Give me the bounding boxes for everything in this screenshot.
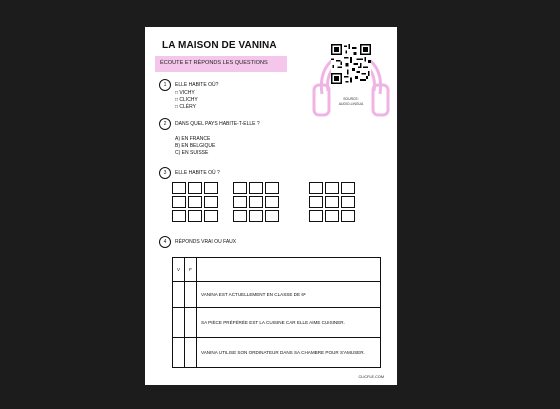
table-row: [173, 338, 381, 368]
source-label: [331, 97, 371, 106]
banner-text: ÉCOUTE ET RÉPONDS LES QUESTIONS: [160, 60, 268, 66]
header-f: F: [185, 258, 197, 282]
room-picture: [204, 210, 218, 222]
room-picture: [309, 182, 323, 194]
footer-source: CLICFLE.COM: [358, 375, 384, 379]
q2-options: [175, 136, 215, 158]
question-number: 4: [159, 236, 171, 248]
room-picture: [188, 196, 202, 208]
table-row: [173, 308, 381, 338]
answer-cell-f[interactable]: [185, 308, 197, 338]
room-picture: [265, 182, 279, 194]
header-v: V: [173, 258, 185, 282]
q2-option[interactable]: A) EN FRANCE: [175, 136, 211, 142]
question-number: 2: [159, 118, 171, 130]
room-picture: [265, 196, 279, 208]
qr-code: [331, 44, 371, 84]
q1-option-checkbox[interactable]: □ CLICHY: [175, 97, 198, 104]
house-picture-a[interactable]: [172, 182, 220, 222]
room-picture: [188, 210, 202, 222]
statement-text: SA PIÈCE PRÉFÉRÉE EST LA CUISINE CAR ELLE AIME CUISINER.: [197, 308, 381, 338]
statement-text: VANINA UTILISE SON ORDINATEUR DANS SA CHAMBRE POUR S'AMUSER.: [197, 338, 381, 368]
room-picture: [172, 210, 186, 222]
room-picture: [325, 182, 339, 194]
header-statement: [197, 258, 381, 282]
room-picture: [249, 182, 263, 194]
q2-option[interactable]: B) EN BELGIQUE: [175, 143, 216, 150]
room-picture: [341, 182, 355, 194]
table-header-row: [173, 258, 381, 282]
question-number: 1: [159, 79, 171, 91]
page-title: LA MAISON DE VANINA: [162, 40, 277, 51]
room-picture: [233, 182, 247, 194]
room-picture: [341, 196, 355, 208]
room-picture: [325, 196, 339, 208]
question-4-text: RÉPONDS VRAI OU FAUX: [175, 239, 237, 245]
question-2-text: DANS QUEL PAYS HABITE-T-ELLE ?: [175, 121, 260, 127]
room-picture: [309, 196, 323, 208]
worksheet: [145, 27, 397, 385]
question-1-text: ELLE HABITE OÙ?: [175, 82, 219, 88]
answer-cell-v[interactable]: [173, 282, 185, 308]
room-picture: [265, 210, 279, 222]
room-picture: [172, 182, 186, 194]
room-picture: [249, 210, 263, 222]
room-picture: [325, 210, 339, 222]
q1-options: [175, 90, 198, 112]
room-picture: [249, 196, 263, 208]
q1-option-checkbox[interactable]: □ VICHY: [175, 90, 195, 96]
q2-option[interactable]: C) EN SUISSE: [175, 150, 209, 157]
room-picture: [204, 196, 218, 208]
source-line1: SOURCE:: [343, 97, 359, 101]
statement-text: VANINA EST ACTUELLEMENT EN CLASSE DE 6ᵉ: [197, 282, 381, 308]
source-line2: AUDIO-LINGUA: [338, 101, 364, 106]
room-picture: [233, 196, 247, 208]
room-picture: [341, 210, 355, 222]
question-number: 3: [159, 167, 171, 179]
room-picture: [188, 182, 202, 194]
instruction-banner: [155, 56, 287, 72]
room-picture: [233, 210, 247, 222]
answer-cell-f[interactable]: [185, 282, 197, 308]
room-picture: [204, 182, 218, 194]
true-false-table: [172, 257, 381, 368]
answer-cell-v[interactable]: [173, 338, 185, 368]
house-picture-b[interactable]: [233, 182, 281, 222]
q1-option-checkbox[interactable]: □ CLÉRY: [175, 104, 196, 111]
house-picture-c[interactable]: [309, 182, 357, 222]
table-row: [173, 282, 381, 308]
room-picture: [309, 210, 323, 222]
answer-cell-v[interactable]: [173, 308, 185, 338]
room-picture: [172, 196, 186, 208]
question-3-text: ELLE HABITE OÙ ?: [175, 170, 220, 176]
answer-cell-f[interactable]: [185, 338, 197, 368]
